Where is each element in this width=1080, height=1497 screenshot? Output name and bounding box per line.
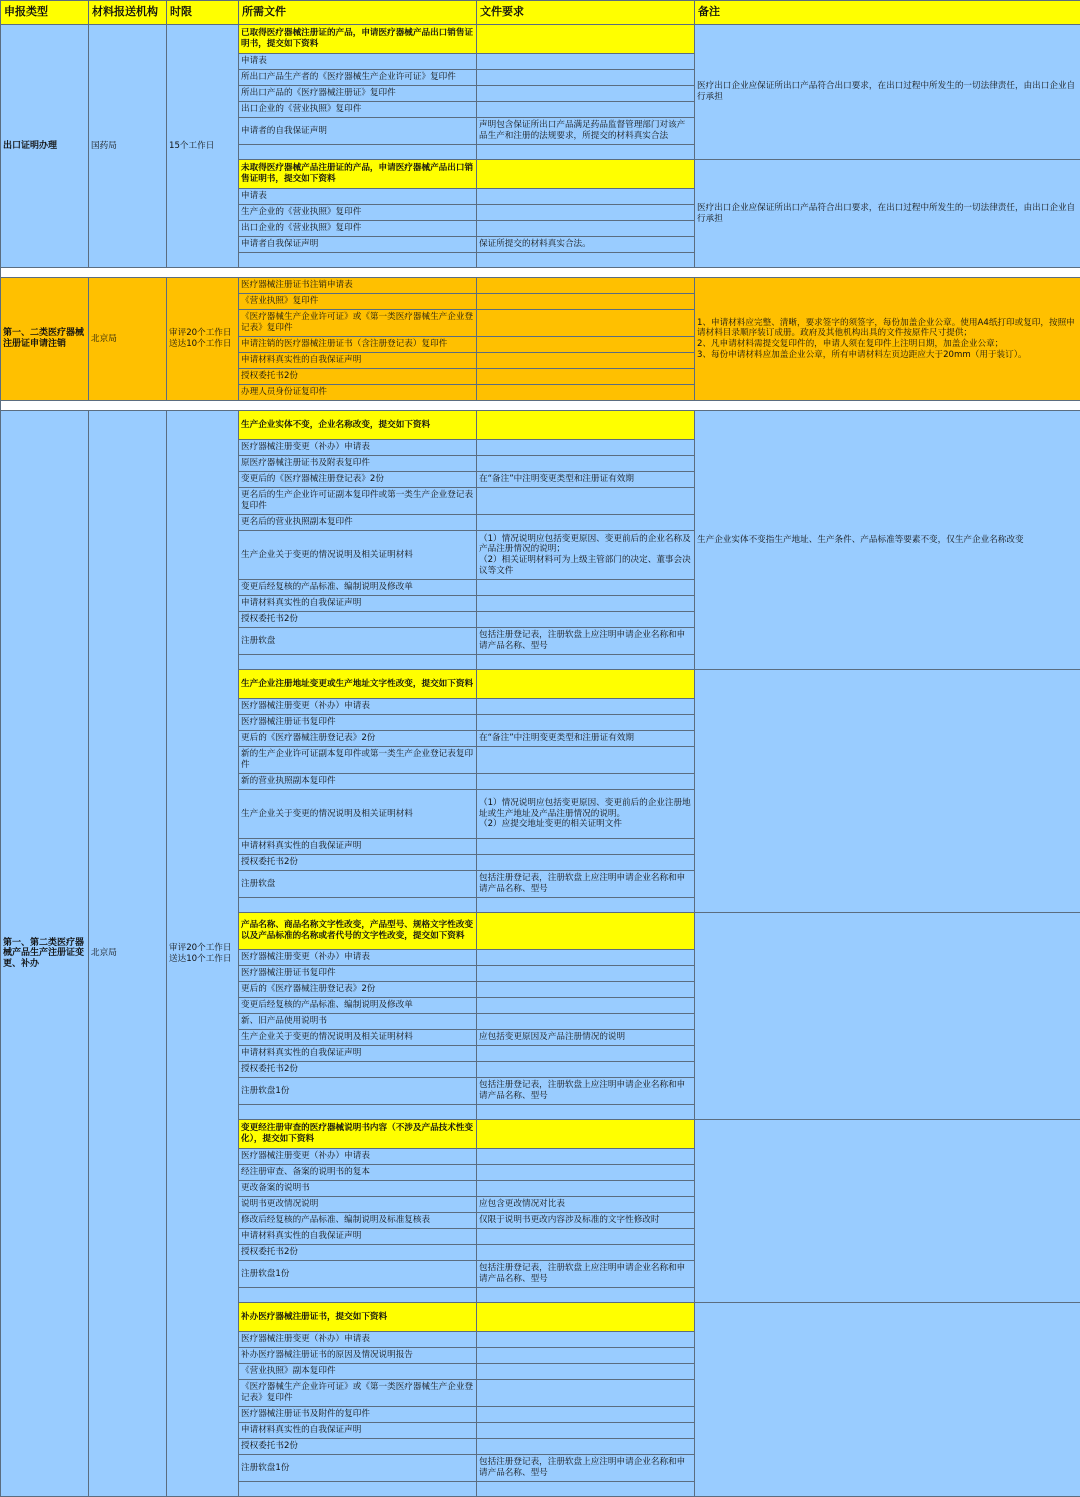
- group-title-filler: [477, 25, 695, 54]
- group-title-filler: [477, 1120, 695, 1149]
- document-name: 出口企业的《营业执照》复印件: [239, 102, 477, 118]
- document-requirement: [477, 385, 695, 401]
- group-title-filler: [477, 670, 695, 699]
- document-name: 医疗器械注册变更（补办）申请表: [239, 950, 477, 966]
- blank-cell: [239, 1288, 477, 1303]
- document-requirement: [477, 1149, 695, 1165]
- document-requirement: [477, 1364, 695, 1380]
- header-type: 申报类型: [1, 1, 89, 25]
- document-name: 医疗器械注册证书复印件: [239, 715, 477, 731]
- document-requirement: [477, 337, 695, 353]
- document-name: 医疗器械注册变更（补办）申请表: [239, 1332, 477, 1348]
- document-requirement: 包括注册登记表，注册软盘上应注明申请企业名称和申请产品名称、型号: [477, 1455, 695, 1482]
- document-name: 《医疗器械生产企业许可证》或《第一类医疗器械生产企业登记表》复印件: [239, 310, 477, 337]
- document-name: 申请者的自我保证声明: [239, 118, 477, 145]
- document-requirement: 应包含更改情况对比表: [477, 1197, 695, 1213]
- header-row: [1, 1, 1080, 25]
- group-title: 生产企业实体不变，企业名称改变，提交如下资料: [239, 411, 477, 440]
- document-name: 注册软盘1份: [239, 1261, 477, 1288]
- group-note-empty: [695, 670, 1080, 913]
- blank-cell: [239, 898, 477, 913]
- document-requirement: [477, 1014, 695, 1030]
- document-name: 申请材料真实性的自我保证声明: [239, 1046, 477, 1062]
- header-docs: 所需文件: [239, 1, 477, 25]
- group-title-filler: [477, 411, 695, 440]
- submitting-agency: 北京局: [89, 411, 167, 1497]
- document-requirement: 保证所提交的材料真实合法。: [477, 237, 695, 253]
- group-note: 医疗出口企业应保证所出口产品符合出口要求，在出口过程中所发生的一切法律责任，由出口企业自行承担: [695, 25, 1080, 160]
- document-name: 经注册审查、备案的说明书的复本: [239, 1165, 477, 1181]
- document-requirement: [477, 950, 695, 966]
- document-name: 更后的《医疗器械注册登记表》2份: [239, 731, 477, 747]
- section-row: [1, 25, 1080, 54]
- document-requirement: [477, 488, 695, 515]
- document-name: 变更后经复核的产品标准、编制说明及修改单: [239, 998, 477, 1014]
- document-requirement: [477, 715, 695, 731]
- blank-cell: [477, 1482, 695, 1497]
- document-name: 授权委托书2份: [239, 1245, 477, 1261]
- blank-cell: [239, 1105, 477, 1120]
- document-name: 更名后的生产企业许可证副本复印件或第一类生产企业登记表复印件: [239, 488, 477, 515]
- document-requirement: [477, 102, 695, 118]
- document-name: 申请材料真实性的自我保证声明: [239, 1423, 477, 1439]
- document-requirement: [477, 278, 695, 294]
- document-requirement: 应包括变更原因及产品注册情况的说明: [477, 1030, 695, 1046]
- document-requirement: [477, 596, 695, 612]
- document-name: 新的营业执照副本复印件: [239, 774, 477, 790]
- document-requirement: 包括注册登记表，注册软盘上应注明申请企业名称和申请产品名称、型号: [477, 871, 695, 898]
- blank-cell: [477, 145, 695, 160]
- document-requirement: [477, 839, 695, 855]
- time-limit: 审评20个工作日送达10个工作日: [167, 411, 239, 1497]
- document-requirement: [477, 310, 695, 337]
- document-requirement: [477, 369, 695, 385]
- group-title: 补办医疗器械注册证书，提交如下资料: [239, 1303, 477, 1332]
- document-requirement: [477, 699, 695, 715]
- document-name: 补办医疗器械注册证书的原因及情况说明报告: [239, 1348, 477, 1364]
- document-name: 申请材料真实性的自我保证声明: [239, 839, 477, 855]
- group-note: 生产企业实体不变指生产地址、生产条件、产品标准等要素不变，仅生产企业名称改变: [695, 411, 1080, 670]
- document-requirement: [477, 612, 695, 628]
- blank-cell: [239, 655, 477, 670]
- document-requirement: [477, 353, 695, 369]
- group-title-filler: [477, 1303, 695, 1332]
- document-requirement: [477, 774, 695, 790]
- document-name: 申请者自我保证声明: [239, 237, 477, 253]
- section-note: 1、申请材料应完整、清晰，要求签字的须签字，每份加盖企业公章。使用A4纸打印或复印，按照申请材料目录顺序装订成册。政府及其他机构出具的文件按原件尺寸提供； 2、凡申请材料需提交复印件的，申请人须在复印件上注明日期，加盖企业公章； 3、每份申请材料应加盖企业公章，所有申请材料左页边距应大于20mm（用于装订）。: [695, 278, 1080, 401]
- document-name: 注册软盘: [239, 628, 477, 655]
- document-requirement: [477, 456, 695, 472]
- document-requirement: 声明包含保证所出口产品满足药品监督管理部门对该产品生产和注册的法规要求，所提交的材料真实合法: [477, 118, 695, 145]
- document-name: 《营业执照》复印件: [239, 294, 477, 310]
- blank-cell: [239, 253, 477, 268]
- header-notes: 备注: [695, 1, 1080, 25]
- document-requirement: [477, 1407, 695, 1423]
- document-name: 申请表: [239, 54, 477, 70]
- blank-cell: [477, 253, 695, 268]
- document-requirement: [477, 294, 695, 310]
- group-title-filler: [477, 160, 695, 189]
- header-agency: 材料报送机构: [89, 1, 167, 25]
- document-requirement: [477, 86, 695, 102]
- document-requirement: [477, 1348, 695, 1364]
- group-note: 医疗出口企业应保证所出口产品符合出口要求，在出口过程中所发生的一切法律责任，由出口企业自行承担: [695, 160, 1080, 268]
- document-requirement: （1）情况说明应包括变更原因、变更前后的企业名称及产品注册情况的说明； （2）相关证明材料可为上级主管部门的决定、董事会决议等文件: [477, 531, 695, 580]
- document-name: 《营业执照》副本复印件: [239, 1364, 477, 1380]
- document-requirement: 包括注册登记表，注册软盘上应注明申请企业名称和申请产品名称、型号: [477, 1078, 695, 1105]
- header-limit: 时限: [167, 1, 239, 25]
- document-requirement: [477, 580, 695, 596]
- document-requirement: [477, 855, 695, 871]
- document-name: 申请材料真实性的自我保证声明: [239, 1229, 477, 1245]
- header-requirements: 文件要求: [477, 1, 695, 25]
- application-type: 出口证明办理: [1, 25, 89, 268]
- submitting-agency: 北京局: [89, 278, 167, 401]
- document-name: 变更后的《医疗器械注册登记表》2份: [239, 472, 477, 488]
- document-requirement: [477, 1423, 695, 1439]
- document-requirement: [477, 1439, 695, 1455]
- group-title: 产品名称、商品名称文字性改变，产品型号、规格文字性改变以及产品标准的名称或者代号的文字性改变，提交如下资料: [239, 913, 477, 950]
- document-name: 所出口产品生产者的《医疗器械生产企业许可证》复印件: [239, 70, 477, 86]
- document-name: 生产企业的《营业执照》复印件: [239, 205, 477, 221]
- spacer-cell: [1, 401, 1080, 411]
- submitting-agency: 国药局: [89, 25, 167, 268]
- document-name: 授权委托书2份: [239, 1439, 477, 1455]
- document-name: 申请材料真实性的自我保证声明: [239, 596, 477, 612]
- spacer-row: [1, 401, 1080, 411]
- document-requirement: 包括注册登记表，注册软盘上应注明申请企业名称和申请产品名称、型号: [477, 1261, 695, 1288]
- spacer-row: [1, 268, 1080, 278]
- document-name: 医疗器械注册变更（补办）申请表: [239, 699, 477, 715]
- document-requirement: 在“备注”中注明变更类型和注册证有效期: [477, 731, 695, 747]
- document-requirement: [477, 221, 695, 237]
- document-name: 医疗器械注册变更（补办）申请表: [239, 1149, 477, 1165]
- document-name: 生产企业关于变更的情况说明及相关证明材料: [239, 1030, 477, 1046]
- document-requirement: [477, 1181, 695, 1197]
- document-requirement: [477, 1229, 695, 1245]
- time-limit: 审评20个工作日送达10个工作日: [167, 278, 239, 401]
- document-name: 医疗器械注册证书注销申请表: [239, 278, 477, 294]
- group-note-empty: [695, 1120, 1080, 1303]
- application-type: 第一、第二类医疗器械产品生产注册证变更、补办: [1, 411, 89, 1497]
- document-name: 授权委托书2份: [239, 369, 477, 385]
- document-requirement: 包括注册登记表，注册软盘上应注明申请企业名称和申请产品名称、型号: [477, 628, 695, 655]
- document-name: 授权委托书2份: [239, 855, 477, 871]
- document-name: 更后的《医疗器械注册登记表》2份: [239, 982, 477, 998]
- document-requirement: （1）情况说明应包括变更原因、变更前后的企业注册地址或生产地址及产品注册情况的说明。 （2）应提交地址变更的相关证明文件: [477, 790, 695, 839]
- document-name: 注册软盘1份: [239, 1455, 477, 1482]
- document-name: 新的生产企业许可证副本复印件或第一类生产企业登记表复印件: [239, 747, 477, 774]
- blank-cell: [477, 1288, 695, 1303]
- spacer-cell: [1, 268, 1080, 278]
- document-name: 注册软盘: [239, 871, 477, 898]
- document-requirement: 在“备注”中注明变更类型和注册证有效期: [477, 472, 695, 488]
- document-name: 医疗器械注册变更（补办）申请表: [239, 440, 477, 456]
- blank-cell: [477, 655, 695, 670]
- document-name: 办理人员身份证复印件: [239, 385, 477, 401]
- document-name: 所出口产品的《医疗器械注册证》复印件: [239, 86, 477, 102]
- time-limit: 15个工作日: [167, 25, 239, 268]
- group-title-filler: [477, 913, 695, 950]
- document-requirement: [477, 747, 695, 774]
- group-title: 已取得医疗器械注册证的产品，申请医疗器械产品出口销售证明书，提交如下资料: [239, 25, 477, 54]
- document-name: 出口企业的《营业执照》复印件: [239, 221, 477, 237]
- document-name: 更改备案的说明书: [239, 1181, 477, 1197]
- document-name: 说明书更改情况说明: [239, 1197, 477, 1213]
- document-requirement: [477, 1062, 695, 1078]
- document-requirement: [477, 189, 695, 205]
- document-requirement: [477, 205, 695, 221]
- document-name: 生产企业关于变更的情况说明及相关证明材料: [239, 531, 477, 580]
- document-name: 更名后的营业执照副本复印件: [239, 515, 477, 531]
- document-name: 注册软盘1份: [239, 1078, 477, 1105]
- document-requirement: 仅限于说明书更改内容涉及标准的文字性修改时: [477, 1213, 695, 1229]
- document-requirement: [477, 54, 695, 70]
- application-type: 第一、二类医疗器械注册证申请注销: [1, 278, 89, 401]
- group-title: 变更经注册审查的医疗器械说明书内容（不涉及产品技术性变化），提交如下资料: [239, 1120, 477, 1149]
- document-name: 授权委托书2份: [239, 1062, 477, 1078]
- document-row: [1, 278, 1080, 294]
- document-requirement: [477, 1332, 695, 1348]
- document-name: 变更后经复核的产品标准、编制说明及修改单: [239, 580, 477, 596]
- blank-cell: [239, 1482, 477, 1497]
- document-requirement: [477, 966, 695, 982]
- group-title: 未取得医疗器械产品注册证的产品，申请医疗器械产品出口销售证明书，提交如下资料: [239, 160, 477, 189]
- blank-cell: [477, 1105, 695, 1120]
- document-requirement: [477, 440, 695, 456]
- document-name: 申请注销的医疗器械注册证书（含注册登记表）复印件: [239, 337, 477, 353]
- group-note-empty: [695, 1303, 1080, 1497]
- document-name: 生产企业关于变更的情况说明及相关证明材料: [239, 790, 477, 839]
- document-name: 新、旧产品使用说明书: [239, 1014, 477, 1030]
- document-requirement: [477, 1380, 695, 1407]
- blank-cell: [477, 898, 695, 913]
- document-name: 《医疗器械生产企业许可证》或《第一类医疗器械生产企业登记表》复印件: [239, 1380, 477, 1407]
- document-name: 授权委托书2份: [239, 612, 477, 628]
- document-name: 医疗器械注册证书复印件: [239, 966, 477, 982]
- document-name: 原医疗器械注册证书及附表复印件: [239, 456, 477, 472]
- document-requirement: [477, 1046, 695, 1062]
- document-name: 修改后经复核的产品标准、编制说明及标准复核表: [239, 1213, 477, 1229]
- blank-cell: [239, 145, 477, 160]
- document-name: 医疗器械注册证书及附件的复印件: [239, 1407, 477, 1423]
- group-note-empty: [695, 913, 1080, 1120]
- document-name: 申请材料真实性的自我保证声明: [239, 353, 477, 369]
- section-row: [1, 411, 1080, 440]
- group-title: 生产企业注册地址变更或生产地址文字性改变，提交如下资料: [239, 670, 477, 699]
- document-requirement: [477, 1165, 695, 1181]
- document-requirement: [477, 982, 695, 998]
- document-requirement: [477, 998, 695, 1014]
- document-requirement: [477, 515, 695, 531]
- document-name: 申请表: [239, 189, 477, 205]
- document-requirement: [477, 70, 695, 86]
